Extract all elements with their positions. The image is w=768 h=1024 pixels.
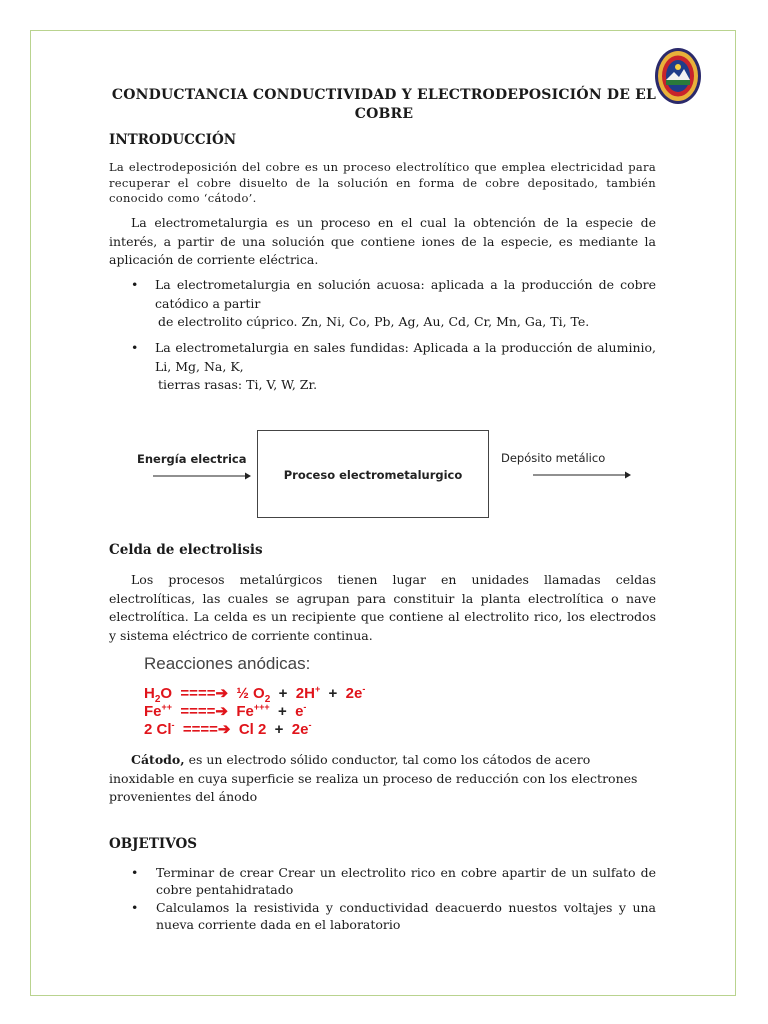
- bullet-icon: •: [131, 900, 139, 915]
- celda-paragraph: Los procesos metalúrgicos tienen lugar en unidades llamadas celdas electrolíticas, las cuales se agrupan para constituir la planta electrolítica o nave electrolítica. La celda es un recipiente que contiene al electrolito rico, los electrodos y sistema eléctrico de corriente continua.: [109, 572, 656, 643]
- reaction-2: [144, 702, 306, 720]
- objective-item: [109, 899, 656, 933]
- intro-paragraph-2: La electrometalurgia es un proceso en el cual la obtención de la especie de interés, a partir de una solución que contiene iones de la especie, es mediante la aplicación de corriente eléctrica.: [109, 215, 656, 267]
- catodo-paragraph: [109, 751, 656, 807]
- reaction-term: O: [160, 685, 173, 702]
- reaction-term: 2e: [345, 685, 363, 702]
- reaction-superscript: -: [308, 720, 312, 730]
- process-diagram: [125, 425, 645, 525]
- bullet-text: La electrometalurgia en solución acuosa: aplicada a la producción de cobre catódico a partir: [155, 277, 656, 311]
- reaction-superscript: -: [171, 720, 175, 730]
- diagram-output-label: Depósito metálico: [501, 451, 606, 465]
- reaction-plus: +: [278, 685, 288, 702]
- document-title: CONDUCTANCIA CONDUCTIVIDAD Y ELECTRODEPOSICIÓN DE EL COBRE: [111, 87, 657, 122]
- reaction-arrow: ====➔: [180, 703, 228, 720]
- reaction-3: [144, 720, 311, 738]
- reaction-superscript: -: [303, 702, 307, 712]
- reactions-title: Reacciones anódicas:: [144, 654, 311, 673]
- bullet-continuation: tierras rasas: Ti, V, W, Zr.: [158, 377, 318, 392]
- diagram-process-box: [257, 430, 489, 518]
- reaction-term: 2H: [295, 685, 315, 702]
- reaction-subscript: 2: [154, 694, 161, 705]
- reaction-plus: +: [277, 703, 287, 720]
- bullet-icon: •: [131, 865, 139, 880]
- bullet-continuation: de electrolito cúprico. Zn, Ni, Co, Pb, Ag, Au, Cd, Cr, Mn, Ga, Ti, Te.: [158, 314, 590, 329]
- arrow-right-icon: [533, 470, 631, 480]
- reaction-superscript: -: [362, 684, 366, 694]
- intro-paragraph-1: La electrodeposición del cobre es un proceso electrolítico que emplea electricidad para recuperar el cobre disuelto de la solución en forma de cobre depositado, también conocido como ‘cátodo’.: [109, 160, 656, 205]
- reaction-term: e: [295, 703, 304, 720]
- reaction-term: Fe: [144, 703, 162, 720]
- catodo-text: es un electrodo sólido conductor, tal como los cátodos de acero inoxidable en cuya superficie se realiza un proceso de reducción con los electrones provenientes del ánodo: [109, 752, 638, 804]
- reaction-subscript: 2: [264, 694, 271, 705]
- reaction-superscript: +: [314, 684, 321, 694]
- arrow-right-icon: [153, 471, 251, 481]
- intro-heading: INTRODUCCIÓN: [109, 132, 237, 148]
- reaction-superscript: ++: [161, 702, 173, 712]
- diagram-process-label: Proceso electrometalurgico: [283, 468, 463, 482]
- reaction-arrow: ====➔: [182, 721, 231, 738]
- objective-text: Terminar de crear Crear un electrolito rico en cobre apartir de un sulfato de cobre pentahidratado: [156, 865, 656, 897]
- bullet-icon: •: [131, 340, 139, 355]
- bullet-icon: •: [131, 277, 139, 292]
- objective-text: Calculamos la resistivida y conductividad deacuerdo nuestos voltajes y una nueva corriente dada en el laboratorio: [156, 900, 656, 932]
- diagram-input-label: Energía electrica: [137, 452, 247, 466]
- bullet-item-molten-salts: [109, 339, 656, 395]
- reaction-term: H: [144, 685, 155, 702]
- bullet-text: La electrometalurgia en sales fundidas: Aplicada a la producción de aluminio, Li, Mg, Na, K,: [155, 340, 656, 374]
- bullet-item-aqueous: [109, 276, 656, 332]
- reaction-term: Fe: [236, 703, 254, 720]
- reaction-term: Cl 2: [238, 721, 267, 738]
- reaction-arrow: ====➔: [180, 685, 229, 702]
- celda-heading: Celda de electrolisis: [109, 542, 263, 558]
- objetivos-heading: OBJETIVOS: [109, 836, 197, 852]
- reaction-term: ½ O: [236, 685, 265, 702]
- reaction-superscript: +++: [253, 702, 270, 712]
- reaction-term: 2 Cl: [144, 721, 172, 738]
- reaction-plus: +: [274, 721, 284, 738]
- reaction-term: 2e: [291, 721, 309, 738]
- catodo-term: Cátodo,: [131, 752, 185, 767]
- reaction-plus: +: [328, 685, 338, 702]
- objective-item: [109, 864, 656, 898]
